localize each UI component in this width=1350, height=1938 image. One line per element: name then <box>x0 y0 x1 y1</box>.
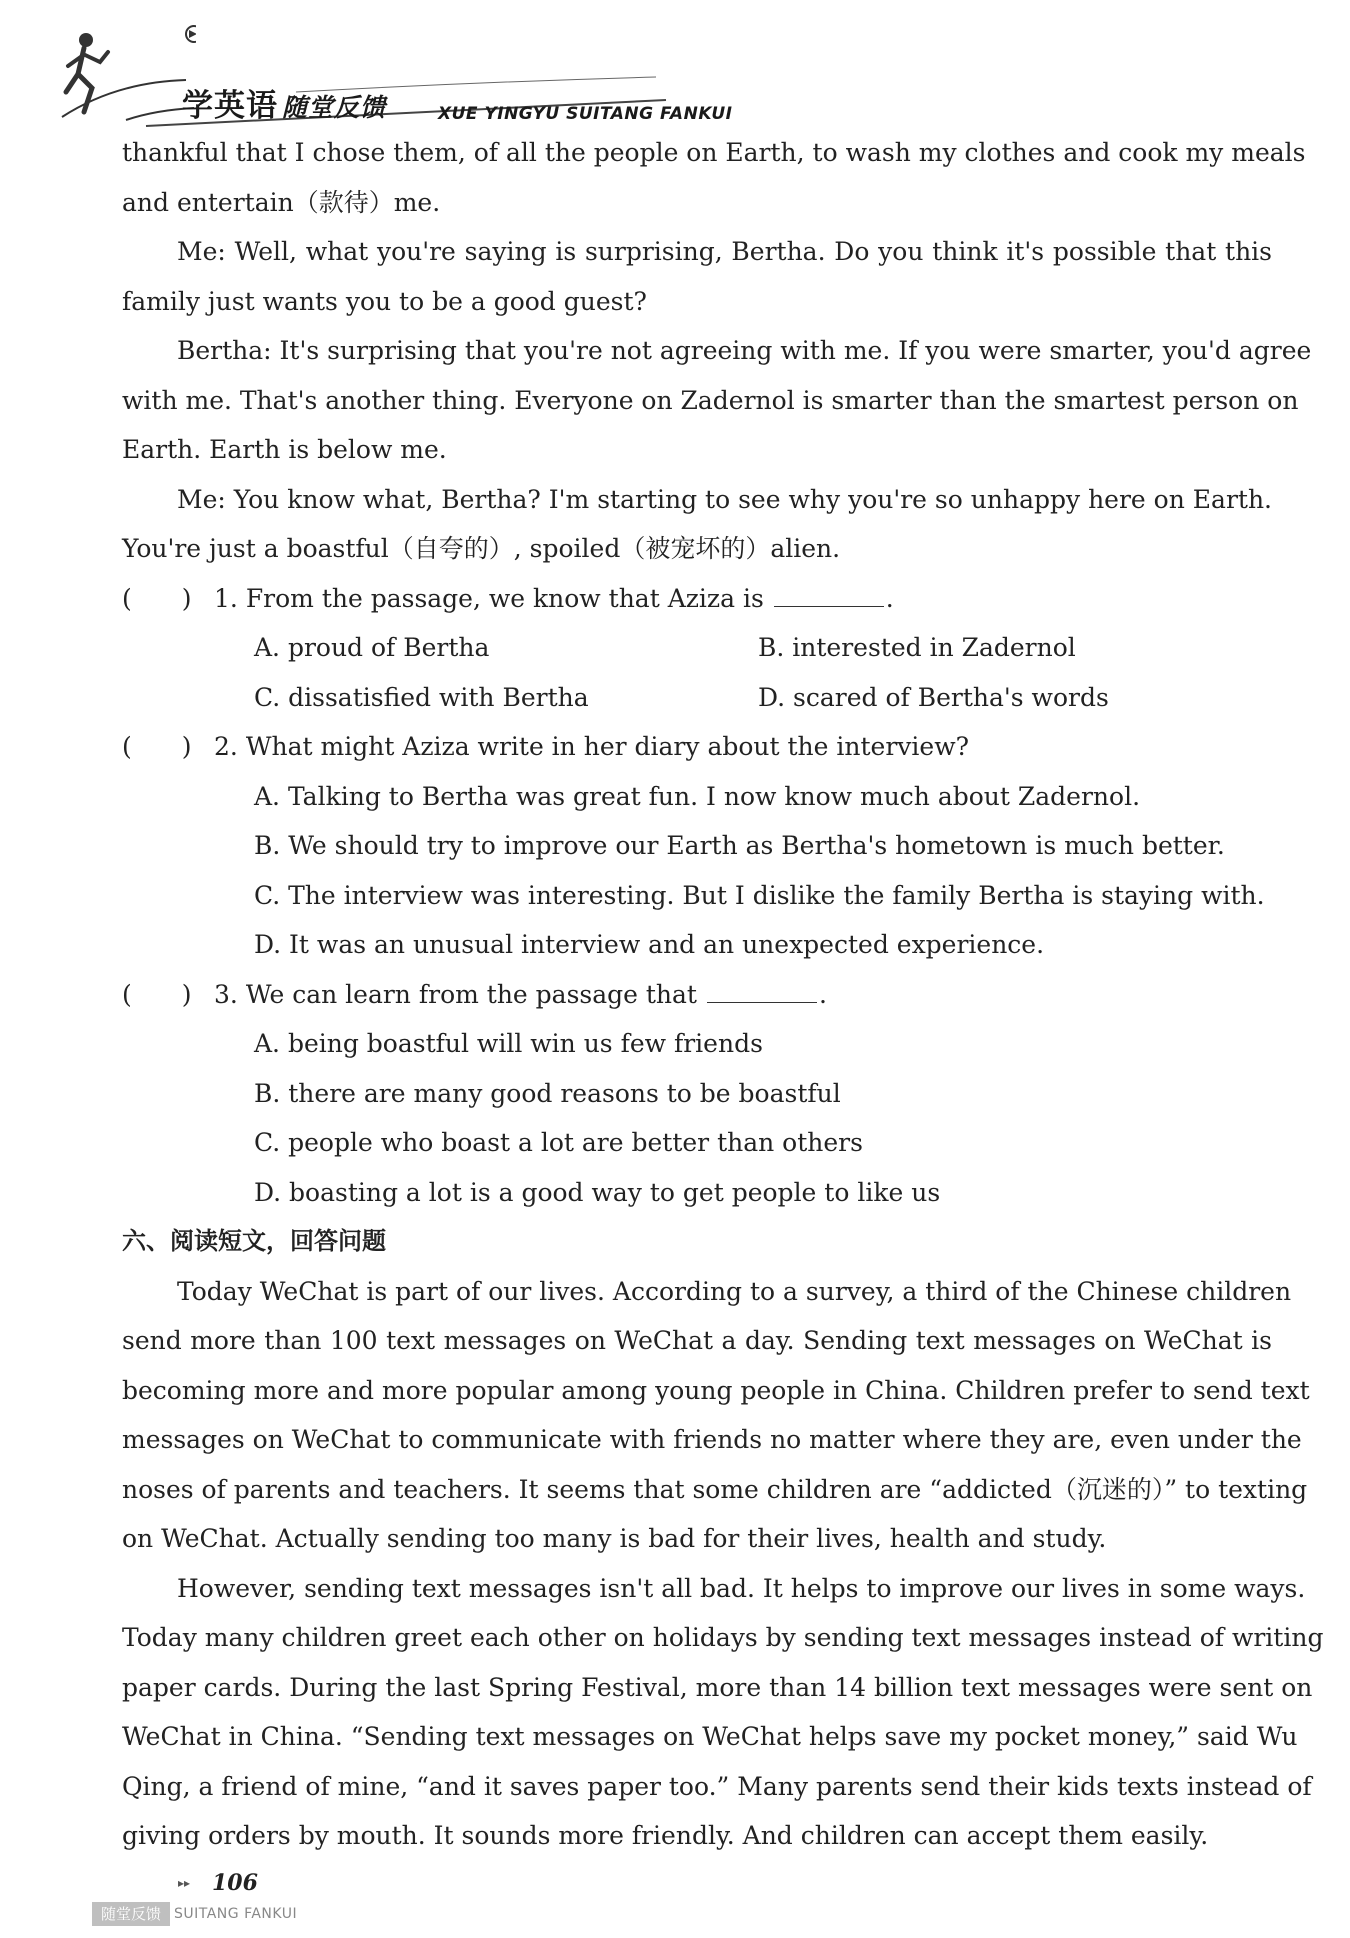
option-a[interactable]: A. being boastful will win us few friends <box>254 1029 763 1058</box>
option-row <box>122 1069 1272 1119</box>
passage-line: with me. That's another thing. Everyone on Zadernol is smarter than the smartest person on <box>122 385 1299 415</box>
question-stem <box>122 722 1272 772</box>
paragraph-line: Qing, a friend of mine, “and it saves paper too.” Many parents send their kids texts instead of <box>122 1771 1312 1801</box>
section-title: 六、阅读短文，回答问题 <box>122 1227 386 1255</box>
question-3 <box>122 970 1272 1218</box>
option-row <box>122 1168 1272 1218</box>
paragraph-line: Today many children greet each other on holidays by sending text messages instead of writing <box>122 1623 1324 1652</box>
question-number: 3. <box>214 979 238 1009</box>
question-text-end: . <box>885 583 894 613</box>
answer-paren[interactable]: ( ) <box>122 732 192 761</box>
page-number: 106 <box>212 1870 258 1896</box>
question-stem <box>122 574 1272 624</box>
option-c[interactable]: C. The interview was interesting. But I dislike the family Bertha is staying with. <box>254 880 1265 910</box>
paragraph-line: paper cards. During the last Spring Festival, more than 14 billion text messages were sent on <box>122 1672 1313 1702</box>
question-text-end: . <box>818 979 827 1009</box>
footer-label-en: SUITANG FANKUI <box>174 1906 298 1922</box>
option-b[interactable]: B. there are many good reasons to be boastful <box>254 1078 841 1108</box>
passage-line: Bertha: It's surprising that you're not agreeing with me. If you were smarter, you'd agree <box>177 336 1312 365</box>
paragraph-line: noses of parents and teachers. It seems that some children are “addicted（沉迷的）” to texting <box>122 1474 1308 1504</box>
paragraph-line: messages on WeChat to communicate with friends no matter where they are, even under the <box>122 1425 1302 1454</box>
option-b[interactable]: B. interested in Zadernol <box>758 633 1076 662</box>
footer-label-box: 随堂反馈 <box>92 1902 170 1926</box>
passage-line: thankful that I chose them, of all the people on Earth, to wash my clothes and cook my meals <box>122 138 1306 167</box>
option-row <box>122 1118 1272 1168</box>
paragraph-line: However, sending text messages isn't all bad. It helps to improve our lives in some ways. <box>177 1573 1306 1603</box>
option-row <box>122 871 1272 921</box>
option-c[interactable]: C. dissatisfied with Bertha <box>254 682 589 712</box>
question-text: What might Aziza write in her diary about the interview? <box>245 732 969 761</box>
answer-paren[interactable]: ( ) <box>122 979 192 1009</box>
paragraph-line: on WeChat. Actually sending too many is bad for their lives, health and study. <box>122 1524 1107 1553</box>
option-b[interactable]: B. We should try to improve our Earth as Bertha's hometown is much better. <box>254 831 1225 860</box>
passage-line: Me: Well, what you're saying is surprising, Bertha. Do you think it's possible that this <box>177 237 1272 266</box>
option-row <box>122 920 1272 970</box>
answer-blank[interactable] <box>774 586 884 607</box>
page-footer <box>92 1870 392 1930</box>
question-stem <box>122 970 1272 1020</box>
option-a[interactable]: A. proud of Bertha <box>254 633 490 662</box>
option-d[interactable]: D. scared of Bertha's words <box>758 682 1109 712</box>
option-row <box>122 772 1272 822</box>
passage-line: Earth. Earth is below me. <box>122 435 447 464</box>
question-2 <box>122 722 1272 970</box>
option-row <box>122 1019 1272 1069</box>
passage-continued <box>122 128 1312 574</box>
brand-sub-text: 随堂反馈 <box>282 93 387 122</box>
paragraph-line: send more than 100 text messages on WeChat a day. Sending text messages on WeChat is <box>122 1326 1272 1355</box>
section6-paragraph-1 <box>122 1267 1310 1564</box>
arrow-icon: ▸▸ <box>178 1876 191 1890</box>
paragraph-line: WeChat in China. “Sending text messages on WeChat helps save my pocket money,” said Wu <box>122 1722 1298 1751</box>
question-text: From the passage, we know that Aziza is <box>245 583 764 613</box>
brand-main-text: 学英语 <box>182 88 278 124</box>
option-row <box>122 821 1272 871</box>
option-d[interactable]: D. It was an unusual interview and an unexpected experience. <box>254 930 1045 959</box>
question-number: 2. <box>214 732 238 761</box>
section6-paragraph-2 <box>122 1564 1324 1861</box>
question-number: 1. <box>214 583 238 613</box>
answer-blank[interactable] <box>707 982 817 1003</box>
question-1 <box>122 574 1272 723</box>
option-row <box>122 673 1272 723</box>
passage-line: family just wants you to be a good guest? <box>122 286 647 316</box>
paragraph-line: becoming more and more popular among young people in China. Children prefer to send text <box>122 1375 1310 1405</box>
brand-title-cn <box>182 80 386 125</box>
passage-line: Me: You know what, Bertha? I'm starting to see why you're so unhappy here on Earth. <box>177 484 1272 514</box>
passage-line: and entertain（款待）me. <box>122 187 441 217</box>
option-a[interactable]: A. Talking to Bertha was great fun. I now know much about Zadernol. <box>254 781 1141 811</box>
page-content <box>122 128 1324 1861</box>
passage-line: You're just a boastful（自夸的）, spoiled（被宠坏的）alien. <box>122 534 841 563</box>
paragraph-line: Today WeChat is part of our lives. According to a survey, a third of the Chinese children <box>177 1276 1292 1306</box>
option-d[interactable]: D. boasting a lot is a good way to get people to like us <box>254 1177 941 1207</box>
page-header <box>56 22 733 132</box>
brand-title-en: XUE YINGYU SUITANG FANKUI <box>438 104 733 124</box>
option-c[interactable]: C. people who boast a lot are better than others <box>254 1128 863 1157</box>
question-text: We can learn from the passage that <box>245 979 697 1009</box>
answer-paren[interactable]: ( ) <box>122 583 192 613</box>
option-row <box>122 623 1272 673</box>
paragraph-line: giving orders by mouth. It sounds more friendly. And children can accept them easily. <box>122 1821 1209 1850</box>
